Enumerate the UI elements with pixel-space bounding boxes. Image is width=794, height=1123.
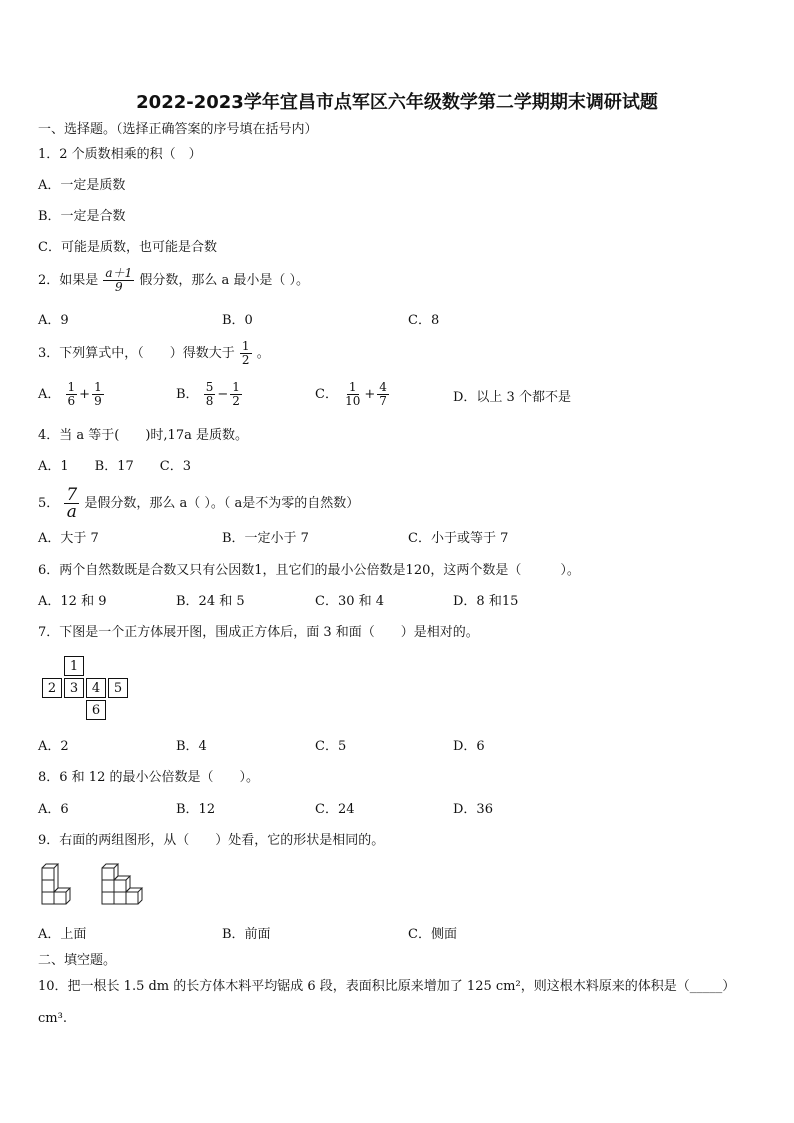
q3-a-op: + <box>79 387 91 402</box>
q5-option-b: B．一定小于 7 <box>222 531 309 546</box>
net-face-6: 6 <box>86 700 106 720</box>
q6-option-c: C．30 和 4 <box>315 594 385 609</box>
question-8: 8．6 和 12 的最小公倍数是（ ）。 <box>38 770 259 785</box>
page-title: 2022-2023学年宜昌市点军区六年级数学第二学期期末调研试题 <box>136 92 658 113</box>
q1-option-a: A．一定是质数 <box>38 178 126 193</box>
q6-option-d: D．8 和15 <box>453 594 519 609</box>
q3-b1-den: 8 <box>205 394 214 408</box>
q3-b1-num: 5 <box>205 380 214 394</box>
question-7: 7．下图是一个正方体展开图，围成正方体后，面 3 和面（ ）是相对的。 <box>38 625 479 640</box>
q3-pre: 3．下列算式中，（ ）得数大于 <box>38 346 235 361</box>
question-2 <box>38 267 309 294</box>
q3-option-c <box>315 381 390 408</box>
question-10-unit: cm³. <box>38 1011 67 1026</box>
q3-c-frac2 <box>377 381 389 408</box>
question-3 <box>38 340 270 367</box>
q3-c-label: C． <box>315 387 338 402</box>
q3-a2-den: 9 <box>94 394 102 408</box>
q3-b-frac2 <box>230 381 242 408</box>
q3-a1-den: 6 <box>67 394 76 408</box>
q7-option-c: C．5 <box>315 739 347 754</box>
section-choice-heading: 一、选择题。（选择正确答案的序号填在括号内） <box>38 122 318 137</box>
q5-option-c: C．小于或等于 7 <box>408 531 509 546</box>
q8-option-c: C．24 <box>315 802 355 817</box>
q1-option-c: C．可能是质数，也可能是合数 <box>38 240 217 255</box>
q5-option-a: A．大于 7 <box>38 531 99 546</box>
q3-a-frac2 <box>92 381 104 408</box>
section-fill-heading: 二、填空题。 <box>38 953 117 968</box>
q3-option-b <box>176 381 243 408</box>
q3-b2-num: 1 <box>232 380 240 394</box>
question-6: 6．两个自然数既是合数又只有公因数1，且它们的最小公倍数是120，这两个数是（ ）。 <box>38 563 580 578</box>
question-9: 9．右面的两组图形，从（ ）处看，它的形状是相同的。 <box>38 833 385 848</box>
q3-b-op: − <box>217 387 229 402</box>
figure-left <box>42 864 70 904</box>
q8-option-b: B．12 <box>176 802 216 817</box>
q9-option-a: A．上面 <box>38 927 87 942</box>
net-face-1: 1 <box>64 656 84 676</box>
net-face-5: 5 <box>108 678 128 698</box>
q3-b2-den: 2 <box>232 394 240 408</box>
q3-option-a <box>38 381 105 408</box>
q3-c1-den: 10 <box>345 394 361 408</box>
question-1: 1．2 个质数相乘的积（ ） <box>38 147 202 162</box>
q7-option-a: A．2 <box>38 739 69 754</box>
question-10: 10．把一根长 1.5 dm 的长方体木料平均锯成 6 段，表面积比原来增加了 125 cm²，则这根木料原来的体积是（_____） <box>38 979 736 994</box>
q1-option-b: B．一定是合数 <box>38 209 126 224</box>
q5-pre: 5． <box>38 496 60 511</box>
q2-post: 假分数，那么 a 最小是（ ）。 <box>139 273 310 288</box>
q9-option-c: C．侧面 <box>408 927 457 942</box>
q2-fraction-num: a＋1 <box>105 266 133 280</box>
q7-option-d: D．6 <box>453 739 485 754</box>
q5-fraction-num: 7 <box>66 485 78 505</box>
q8-option-d: D．36 <box>453 802 493 817</box>
cube-stack-figures <box>38 862 148 912</box>
q3-post: 。 <box>256 346 270 361</box>
q3-c2-den: 7 <box>379 394 387 408</box>
q3-option-d: D．以上 3 个都不是 <box>453 390 571 405</box>
net-face-2: 2 <box>42 678 62 698</box>
q2-fraction-den: 9 <box>115 280 123 294</box>
q3-c2-num: 4 <box>379 380 387 394</box>
q5-fraction-den: a <box>66 502 77 522</box>
q3-a1-num: 1 <box>67 380 76 394</box>
figure-right <box>102 864 142 904</box>
question-5 <box>38 487 359 520</box>
cube-net-diagram <box>42 656 132 720</box>
q5-fraction <box>64 487 79 520</box>
q3-fraction <box>240 340 252 367</box>
q9-option-b: B．前面 <box>222 927 271 942</box>
q2-option-c: C．8 <box>408 313 440 328</box>
net-face-4: 4 <box>86 678 106 698</box>
q2-pre: 2．如果是 <box>38 273 99 288</box>
q6-option-b: B．24 和 5 <box>176 594 245 609</box>
q3-a-label: A． <box>38 387 61 402</box>
q2-fraction <box>103 267 134 294</box>
q3-c-frac1 <box>343 381 362 408</box>
q3-c-op: + <box>364 387 376 402</box>
question-4: 4．当 a 等于( )时,17a 是质数。 <box>38 428 248 443</box>
q3-a2-num: 1 <box>94 380 102 394</box>
q8-option-a: A．6 <box>38 802 69 817</box>
q3-c1-num: 1 <box>348 380 357 394</box>
q3-b-frac1 <box>204 381 216 408</box>
q5-mid: 是假分数，那么 a（ ）。（ a是不为零的自然数） <box>84 496 360 511</box>
q2-option-b: B．0 <box>222 313 253 328</box>
q3-b-label: B． <box>176 387 199 402</box>
q7-option-b: B．4 <box>176 739 207 754</box>
q2-option-a: A．9 <box>38 313 69 328</box>
q3-fraction-num: 1 <box>241 339 250 353</box>
q6-option-a: A．12 和 9 <box>38 594 107 609</box>
q4-options: A．1 B．17 C．3 <box>38 459 191 474</box>
q3-a-frac1 <box>66 381 78 408</box>
net-face-3: 3 <box>64 678 84 698</box>
q3-fraction-den: 2 <box>241 353 250 367</box>
